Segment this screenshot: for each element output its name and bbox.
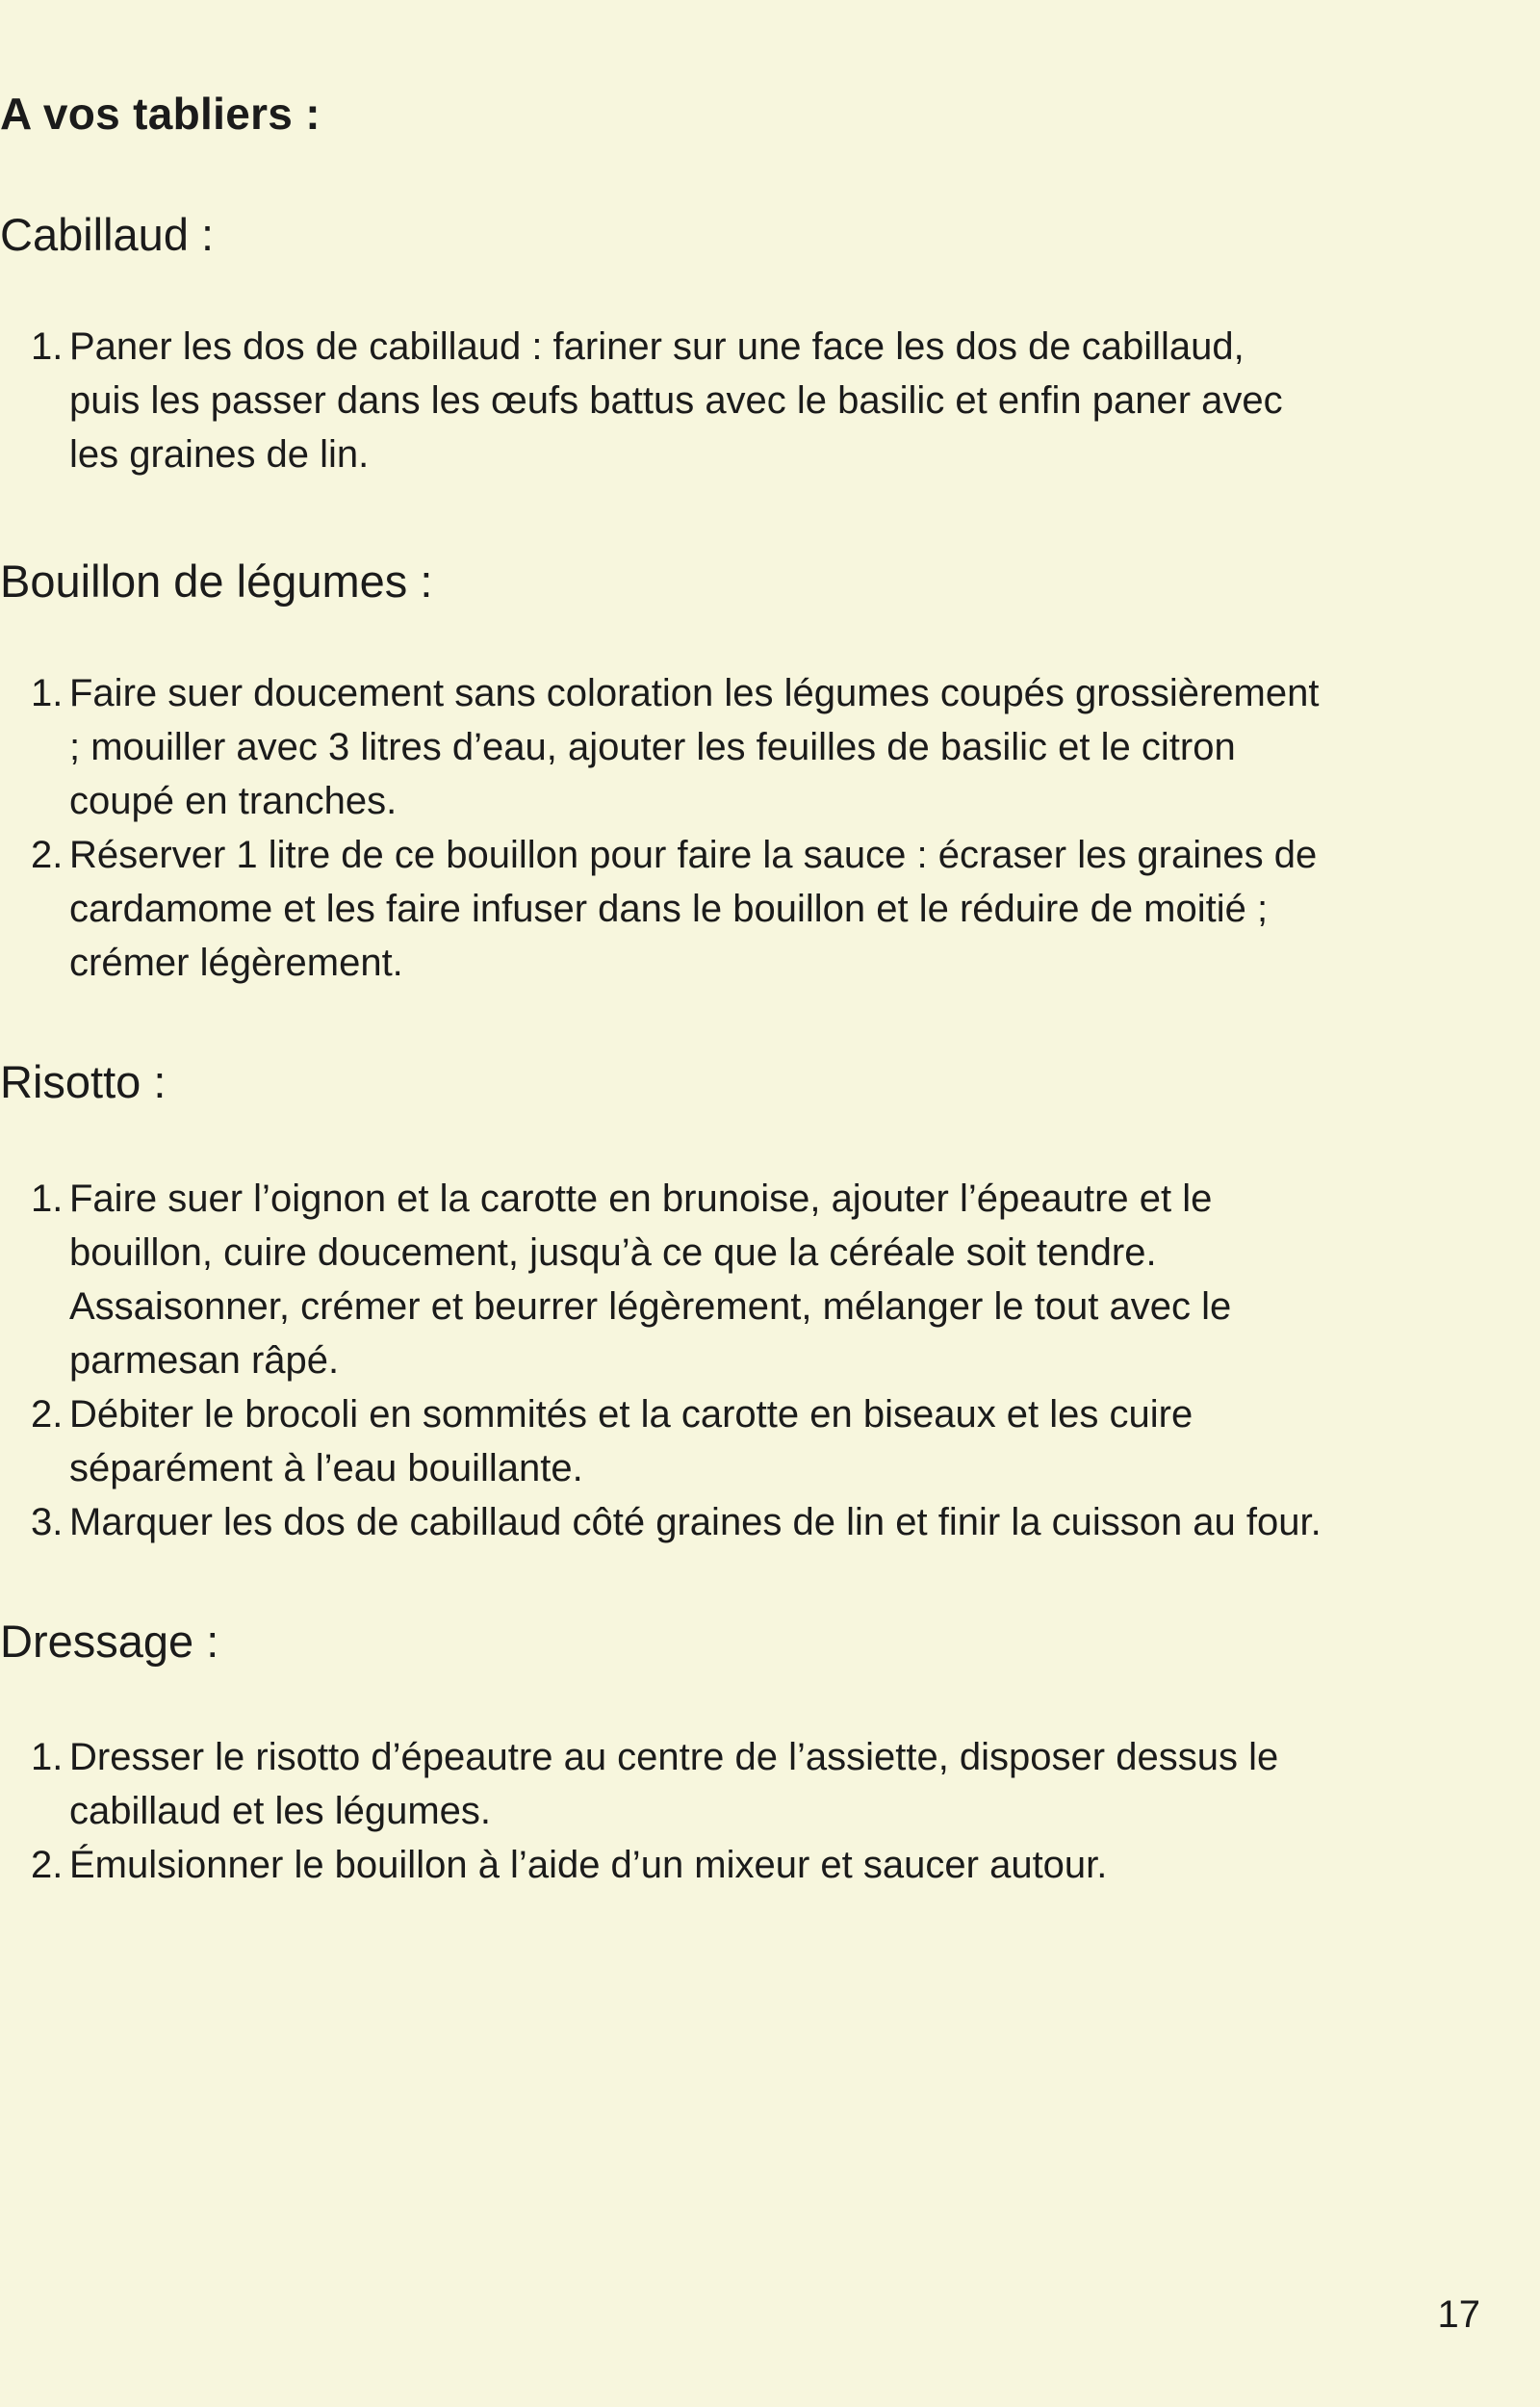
steps-list-bouillon — [0, 666, 1540, 990]
step-text-line: Réserver 1 litre de ce bouillon pour faire la sauce : écraser les graines de — [69, 834, 1318, 876]
step-text-line: bouillon, cuire doucement, jusqu’à ce que la céréale soit tendre. — [69, 1231, 1157, 1274]
steps-list-dressage — [0, 1730, 1540, 1892]
step-text-line: parmesan râpé. — [69, 1339, 340, 1382]
step-text-line: puis les passer dans les œufs battus avec le basilic et enfin paner avec — [69, 379, 1283, 422]
step-text-line: ; mouiller avec 3 litres d’eau, ajouter les feuilles de basilic et le citron — [69, 726, 1236, 768]
step-text-line: Faire suer l’oignon et la carotte en brunoise, ajouter l’épeautre et le — [69, 1178, 1213, 1220]
step-text-line: Dresser le risotto d’épeautre au centre de l’assiette, disposer dessus le — [69, 1736, 1279, 1778]
step-number: 1. — [31, 325, 64, 368]
step-number: 1. — [31, 672, 64, 714]
step-text-line: coupé en tranches. — [69, 780, 398, 822]
steps-list-cabillaud — [0, 320, 1540, 481]
step-text-line: Paner les dos de cabillaud : fariner sur une face les dos de cabillaud, — [69, 325, 1245, 368]
list-item — [0, 1495, 1540, 1549]
step-number: 3. — [31, 1501, 64, 1543]
section-heading-cabillaud: Cabillaud : — [0, 209, 215, 260]
step-number: 2. — [31, 1393, 64, 1436]
step-number: 2. — [31, 1844, 64, 1886]
step-text-line: crémer légèrement. — [69, 942, 403, 984]
step-text-line: séparément à l’eau bouillante. — [69, 1447, 583, 1489]
section-heading-risotto: Risotto : — [0, 1056, 167, 1107]
step-text-line: Émulsionner le bouillon à l’aide d’un mixeur et saucer autour. — [69, 1844, 1108, 1886]
page-title: A vos tabliers : — [0, 89, 321, 139]
step-text-line: Débiter le brocoli en sommités et la carotte en biseaux et les cuire — [69, 1393, 1194, 1436]
list-item — [0, 1172, 1540, 1387]
list-item — [0, 1838, 1540, 1892]
section-heading-bouillon: Bouillon de légumes : — [0, 556, 433, 607]
step-text-line: Faire suer doucement sans coloration les légumes coupés grossièrement — [69, 672, 1320, 714]
step-number: 2. — [31, 834, 64, 876]
list-item — [0, 666, 1540, 828]
list-item — [0, 320, 1540, 481]
step-text-line: Marquer les dos de cabillaud côté graines de lin et finir la cuisson au four. — [69, 1501, 1322, 1543]
step-text-line: cardamome et les faire infuser dans le bouillon et le réduire de moitié ; — [69, 888, 1269, 930]
step-text-line: Assaisonner, crémer et beurrer légèrement, mélanger le tout avec le — [69, 1285, 1232, 1328]
step-text-line: cabillaud et les légumes. — [69, 1790, 492, 1832]
step-number: 1. — [31, 1178, 64, 1220]
step-number: 1. — [31, 1736, 64, 1778]
section-heading-dressage: Dressage : — [0, 1616, 219, 1667]
steps-list-risotto — [0, 1172, 1540, 1549]
list-item — [0, 1730, 1540, 1838]
list-item — [0, 828, 1540, 990]
step-text-line: les graines de lin. — [69, 433, 370, 476]
list-item — [0, 1387, 1540, 1495]
page-number: 17 — [1437, 2293, 1480, 2336]
